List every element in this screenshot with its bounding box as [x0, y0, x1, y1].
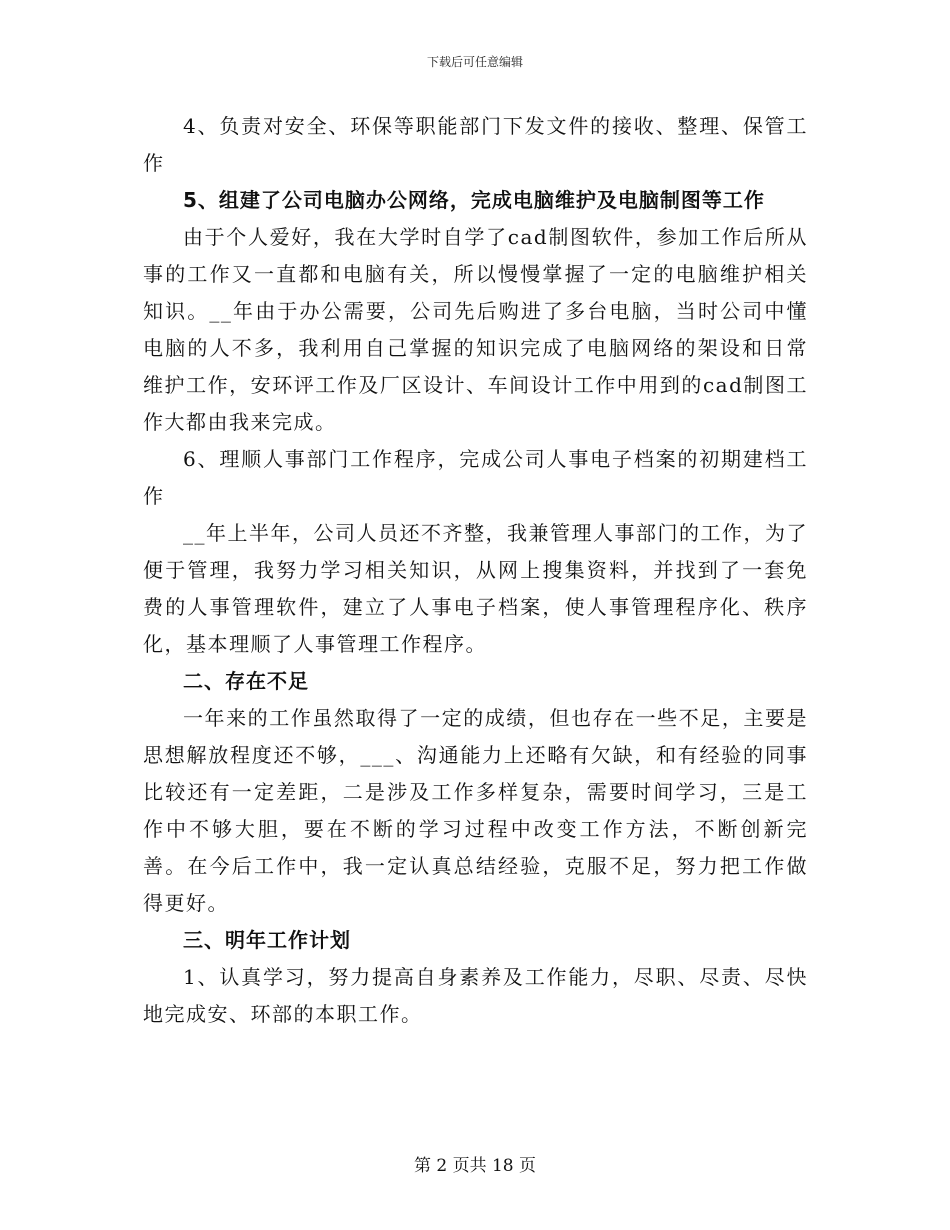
paragraph-plan-item-1: 1、认真学习，努力提高自身素养及工作能力，尽职、尽责、尽快地完成安、环部的本职工作。: [143, 965, 808, 1026]
document-body: [143, 108, 808, 1033]
paragraph-item-4: 4、负责对安全、环保等职能部门下发文件的接收、整理、保管工作: [143, 114, 808, 175]
heading-item-5: 5、组建了公司电脑办公网络，完成电脑维护及电脑制图等工作: [183, 188, 765, 212]
paragraph-shortcomings: 一年来的工作虽然取得了一定的成绩，但也存在一些不足，主要是思想解放程度还不够，___、沟通能力上还略有欠缺，和有经验的同事比较还有一定差距，二是涉及工作多样复杂，需要时间学习，三是工作中不够大胆，要在不断的学习过程中改变工作方法，不断创新完善。在今后工作中，我一定认真总结经验，克服不足，努力把工作做得更好。: [143, 706, 808, 915]
page-header: 下载后可任意编辑: [426, 55, 523, 69]
section-heading-shortcomings: 二、存在不足: [183, 669, 309, 693]
paragraph-item-6: 6、理顺人事部门工作程序，完成公司人事电子档案的初期建档工作: [143, 447, 808, 508]
section-heading-next-year-plan: 三、明年工作计划: [183, 928, 351, 952]
paragraph-computer-maintenance: 由于个人爱好，我在大学时自学了cad制图软件，参加工作后所从事的工作又一直都和电脑有关，所以慢慢掌握了一定的电脑维护相关知识。__年由于办公需要，公司先后购进了多台电脑，当时公司中懂电脑的人不多，我利用自己掌握的知识完成了电脑网络的架设和日常维护工作，安环评工作及厂区设计、车间设计工作中用到的cad制图工作大都由我来完成。: [143, 225, 808, 434]
paragraph-hr-management: __年上半年，公司人员还不齐整，我兼管理人事部门的工作，为了便于管理，我努力学习相关知识，从网上搜集资料，并找到了一套免费的人事管理软件，建立了人事电子档案，使人事管理程序化、秩序化，基本理顺了人事管理工作程序。: [143, 521, 808, 656]
page-footer: 第 2 页共 18 页: [413, 1156, 537, 1176]
